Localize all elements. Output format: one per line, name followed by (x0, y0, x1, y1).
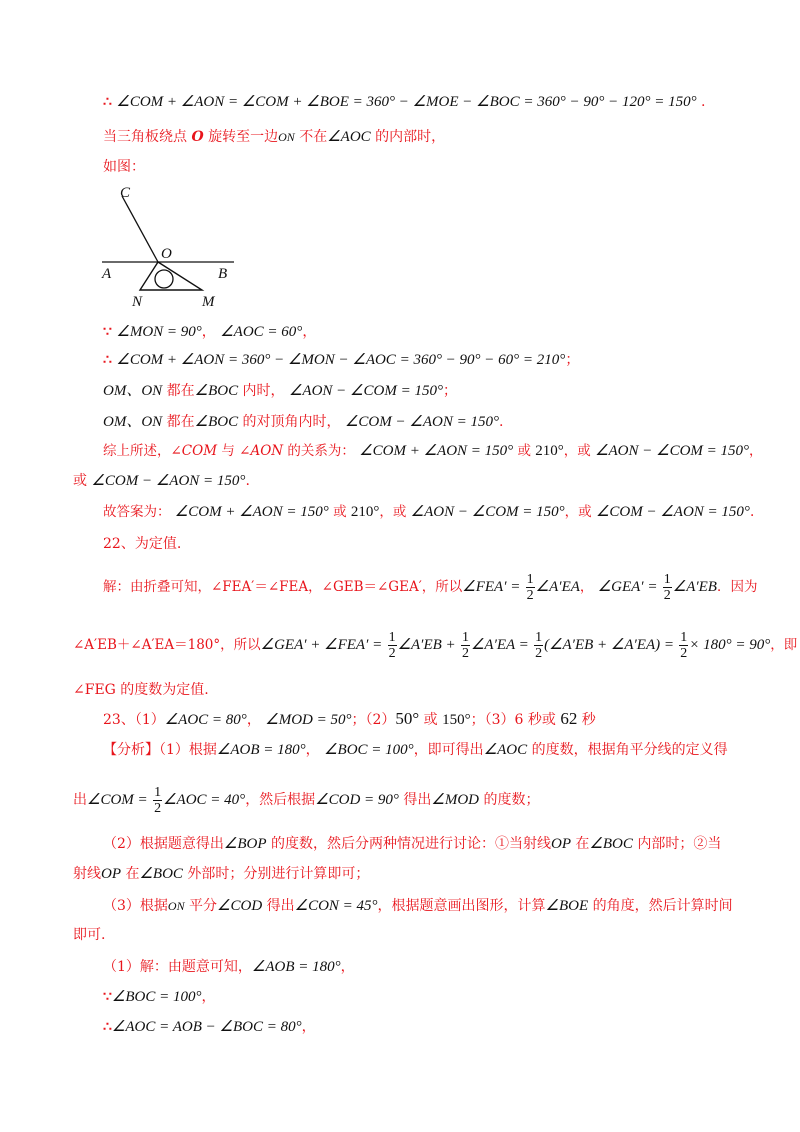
answer: 150° (442, 712, 471, 728)
line-13 (73, 628, 797, 662)
text: （3）根据 (103, 898, 168, 914)
equation: ∠COM + ∠AON = 150° (174, 504, 329, 520)
text: 【分析】（1）根据 (103, 742, 217, 758)
equation: ∠COD = 90° (315, 792, 399, 808)
answer: 50° (395, 709, 420, 728)
line-7 (103, 412, 503, 432)
text: 射线 (73, 866, 101, 882)
equation: × 180° = 90° (689, 637, 771, 653)
line-10 (103, 502, 754, 522)
punct: ， (579, 579, 594, 595)
text: 的内部时， (370, 129, 446, 145)
math: OP (550, 836, 571, 852)
math: ∠BOC (194, 414, 239, 430)
text: ，根据题意画出图形，计算 (377, 898, 546, 914)
text: 平分 (184, 898, 218, 914)
punct: . (245, 473, 250, 489)
equation: ∠AOB = 180° (251, 959, 341, 975)
text: 当三角板绕点 (103, 129, 192, 145)
equation: ∠AOC = 40° (163, 792, 246, 808)
math: ∠AOC (483, 742, 528, 758)
denominator: 2 (388, 646, 396, 661)
value: 210° (350, 504, 380, 520)
text: 内时， (238, 383, 285, 399)
label-a: A (102, 266, 112, 282)
fraction (679, 630, 688, 661)
punct: . (498, 414, 504, 430)
equation: ∠AOC = AOB − ∠BOC = 80° (111, 1019, 302, 1035)
text: ；（2） (351, 712, 396, 728)
text: 的角度，然后计算时间 (588, 898, 733, 914)
line-5 (103, 350, 579, 370)
text: 外部时；分别进行计算即可； (182, 866, 370, 882)
math: ∠BOE (545, 898, 589, 914)
equation: (∠A′EB + ∠A′EA) = (544, 637, 674, 653)
text: ∠A′EB＋∠A′EA＝180°，所以 (73, 637, 261, 653)
text: ∠FEG 的度数为定值. (73, 682, 209, 698)
punct: ， (246, 712, 261, 728)
label-c: C (120, 185, 131, 201)
answer: ∠MOD = 50° (265, 712, 352, 728)
math: OM、ON (103, 414, 163, 430)
text: ，即可得出 (413, 742, 484, 758)
line-2 (103, 127, 445, 147)
line-1 (103, 92, 706, 112)
math: ∠BOP (223, 836, 267, 852)
therefore-symbol: ∴ (103, 352, 112, 368)
equation: ∠A′EB + (397, 637, 456, 653)
question-number: 23、（1） (103, 712, 165, 728)
equation: ∠BOC = 100° (111, 989, 202, 1005)
math: ∠BOC (139, 866, 183, 882)
text: ．因为 (716, 579, 758, 595)
numerator: 1 (526, 572, 534, 587)
equation: ∠COM − ∠AON = 150° (344, 414, 499, 430)
line-15 (103, 709, 596, 730)
fraction (388, 630, 397, 661)
line-24 (103, 1017, 316, 1037)
equation: ∠COM = (87, 792, 148, 808)
equation: ∠A′EA (535, 579, 580, 595)
text: 在 (121, 866, 140, 882)
punct: ， (302, 324, 317, 340)
numerator: 1 (535, 630, 543, 645)
denominator: 2 (663, 588, 671, 603)
line-12 (103, 570, 757, 604)
equation: ∠COM + ∠AON = 360° − ∠MON − ∠AOC = 360° − 90° − 60° = 210° (116, 352, 566, 368)
math: ∠MOD (431, 792, 479, 808)
geometry-figure (98, 182, 238, 312)
text: 的度数； (479, 792, 540, 808)
punct: ， (305, 742, 320, 758)
numerator: 1 (154, 784, 162, 800)
equation: ∠COM − ∠AON = 150° (91, 473, 246, 489)
text: 旋转至一边 (203, 129, 279, 145)
equation: ∠AON − ∠COM = 150° (288, 383, 443, 399)
label-n: N (132, 294, 143, 310)
punct: . (749, 504, 755, 520)
text: ，或 (563, 443, 596, 459)
line-17 (73, 783, 539, 817)
text: ，即 (770, 637, 798, 653)
text: 或 (73, 473, 92, 489)
line-16 (103, 740, 728, 760)
text: 都在 (162, 414, 195, 430)
equation: ∠AON − ∠COM = 150° (410, 504, 565, 520)
value: 210° (535, 443, 564, 459)
question-number: 22、为定值. (103, 536, 182, 552)
fraction (663, 572, 672, 603)
punct: ， (301, 1019, 316, 1035)
equation: ∠AON − ∠COM = 150° (595, 443, 750, 459)
text: ；（3）6 秒或 (470, 712, 561, 728)
text: ，然后根据 (245, 792, 316, 808)
text: 即可. (73, 927, 106, 943)
because-symbol: ∵ (103, 324, 112, 340)
text: 在 (570, 836, 590, 852)
punct: ， (201, 324, 216, 340)
ray-oc (122, 196, 158, 262)
text: （1）解：由题意可知， (103, 959, 252, 975)
numerator: 1 (663, 572, 671, 587)
text: 综上所述， (103, 443, 171, 459)
triangle-hole (155, 270, 173, 288)
equation: ∠GEA′ = (597, 579, 658, 595)
text: 如图： (103, 159, 145, 175)
line-3 (103, 157, 145, 177)
fraction (526, 572, 535, 603)
denominator: 2 (680, 646, 688, 661)
equation: ∠AOB = 180° (216, 742, 306, 758)
math: ON (278, 130, 295, 144)
punct: ， (201, 989, 216, 1005)
math: ∠COD (217, 898, 263, 914)
line-14 (73, 680, 209, 700)
text: 的度数，根据角平分线的定义得 (527, 742, 728, 758)
line-11 (103, 534, 181, 554)
math: OP (101, 866, 121, 882)
text: 解：由折叠可知，∠FEA′＝∠FEA，∠GEB＝∠GEA′，所以 (103, 579, 463, 595)
equation: ∠COM + ∠AON = 150° (359, 443, 514, 459)
equation: ∠MON = 90° (116, 324, 202, 340)
answer: 62 (560, 709, 578, 728)
punct: . (701, 94, 706, 110)
line-8 (103, 441, 763, 461)
text: 或 (328, 504, 351, 520)
numerator: 1 (680, 630, 688, 645)
text: 秒 (577, 712, 596, 728)
text: 都在 (162, 383, 195, 399)
line-9 (73, 471, 250, 491)
line-20 (103, 896, 733, 916)
therefore-symbol: ∴ (103, 94, 112, 110)
text: 或 (419, 712, 443, 728)
math: ∠COM (170, 443, 218, 459)
equation: ∠AOC = 60° (220, 324, 303, 340)
line-23 (103, 987, 216, 1007)
punct: ； (565, 352, 580, 368)
line-4 (103, 322, 316, 342)
equation: ∠CON = 45° (294, 898, 378, 914)
denominator: 2 (154, 800, 162, 816)
numerator: 1 (388, 630, 396, 645)
text: （2）根据题意得出 (103, 836, 224, 852)
math: ∠AOC (327, 129, 371, 145)
answer: ∠AOC = 80° (164, 712, 247, 728)
text: 得出 (398, 792, 432, 808)
denominator: 2 (461, 646, 469, 661)
denominator: 2 (526, 588, 534, 603)
text: 不在 (294, 129, 328, 145)
fraction (461, 630, 470, 661)
equation: ∠COM + ∠AON = ∠COM + ∠BOE = 360° − ∠MOE − ∠BOC = 360° − 90° − 120° = 150° (116, 94, 697, 110)
equation: ∠A′EA = (470, 637, 529, 653)
equation: ∠A′EB (672, 579, 717, 595)
math: ∠AON (239, 443, 284, 459)
equation: ∠COM − ∠AON = 150° (595, 504, 750, 520)
label-m: M (202, 294, 215, 310)
math: ∠BOC (194, 383, 239, 399)
text: 与 (217, 443, 240, 459)
point-label: O (191, 129, 204, 145)
line-21 (73, 925, 105, 945)
punct: ； (442, 383, 457, 399)
text: 或 (513, 443, 536, 459)
math: ON (167, 899, 185, 913)
text: 的度数，然后分两种情况进行讨论：①当射线 (266, 836, 551, 852)
text: ，或 (564, 504, 596, 520)
equation: ∠BOC = 100° (324, 742, 414, 758)
therefore-symbol: ∴ (103, 1019, 112, 1035)
label-b: B (218, 266, 228, 282)
text: 的对顶角内时， (238, 414, 341, 430)
triangle-omn (140, 262, 202, 290)
punct: ， (340, 959, 355, 975)
numerator: 1 (461, 630, 469, 645)
text: 得出 (262, 898, 295, 914)
text: 出 (73, 792, 87, 808)
line-22 (103, 957, 355, 977)
text: ，或 (379, 504, 411, 520)
punct: ， (749, 443, 763, 459)
fraction (534, 630, 543, 661)
text: 的关系为： (283, 443, 355, 459)
line-6 (103, 381, 457, 401)
because-symbol: ∵ (103, 989, 112, 1005)
line-18 (103, 834, 721, 854)
math: OM、ON (103, 383, 163, 399)
label-o: O (161, 246, 172, 262)
denominator: 2 (535, 646, 543, 661)
equation: ∠FEA′ = (462, 579, 521, 595)
text: 内部时；②当 (632, 836, 722, 852)
equation: ∠GEA′ + ∠FEA′ = (260, 637, 383, 653)
line-19 (73, 864, 369, 884)
math: ∠BOC (589, 836, 633, 852)
fraction (153, 785, 162, 816)
text: 故答案为： (103, 504, 171, 520)
